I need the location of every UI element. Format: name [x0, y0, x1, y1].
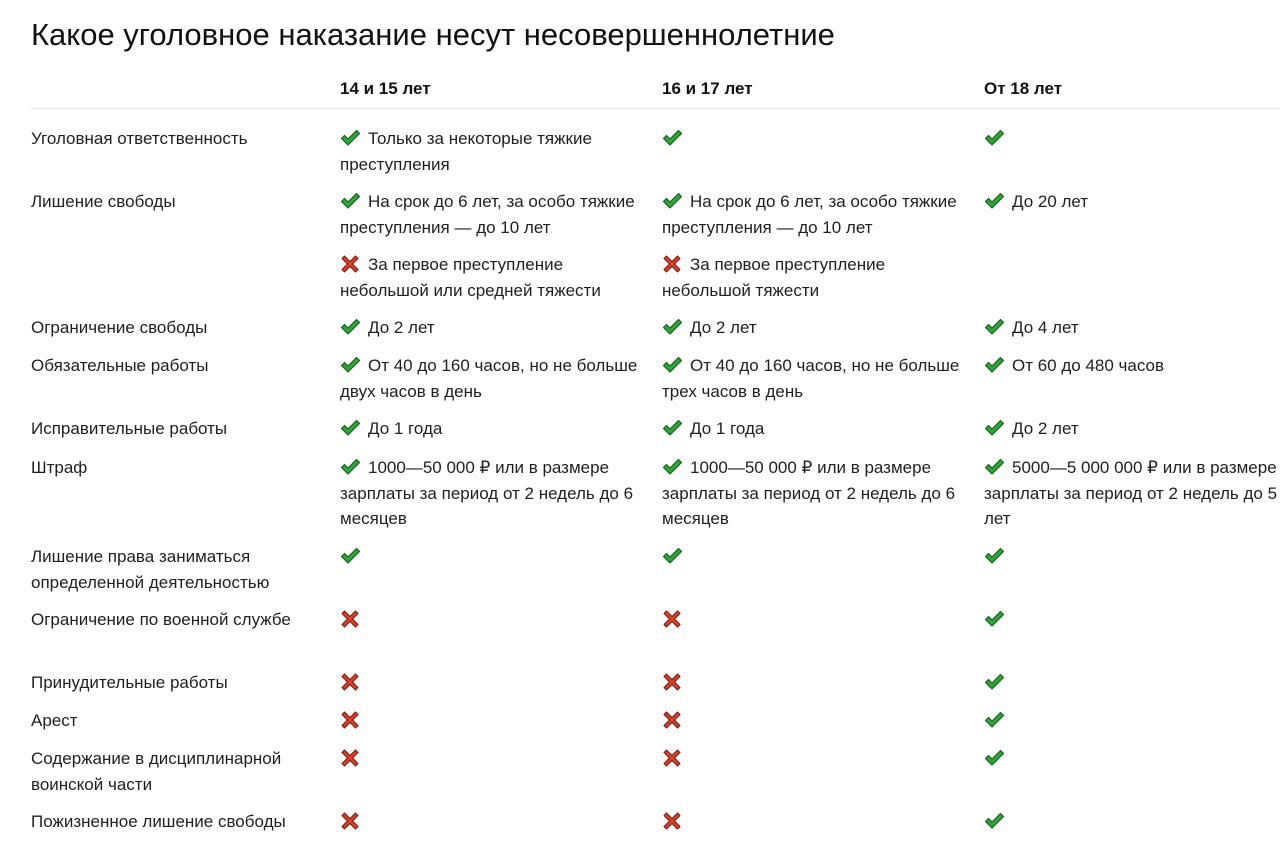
- table-cell: [340, 126, 640, 177]
- allowed-item: [662, 353, 962, 404]
- cell-text: От 40 до 160 часов, но не больше трех часов в день: [662, 356, 960, 401]
- table-cell: [340, 708, 640, 734]
- check-icon: [662, 419, 683, 437]
- table-cell: [340, 607, 640, 633]
- table-cell: [984, 353, 1280, 379]
- check-icon: [984, 547, 1005, 565]
- table-cell: [340, 544, 640, 570]
- cross-icon: [662, 255, 683, 273]
- allowed-item: [984, 416, 1280, 442]
- table-cell: [340, 416, 640, 442]
- table-cell: [340, 809, 640, 835]
- row-label: Содержание в дисциплинарной воинской части: [31, 749, 282, 794]
- cell-text: От 60 до 480 часов: [1012, 356, 1165, 375]
- allowed-item: [984, 809, 1280, 835]
- allowed-item: [984, 746, 1280, 772]
- allowed-item: [662, 455, 962, 532]
- allowed-item: [662, 544, 962, 570]
- cross-icon: [340, 255, 361, 273]
- cell-text: 1000—50 000 ₽ или в размере зарплаты за период от 2 недель до 6 месяцев: [662, 458, 956, 528]
- table-cell: [984, 544, 1280, 570]
- table-cell: [984, 455, 1280, 532]
- allowed-item: [340, 315, 640, 341]
- table-cell: [984, 315, 1280, 341]
- table-cell: [340, 315, 640, 341]
- table-cell: [984, 809, 1280, 835]
- not-allowed-item: [340, 607, 640, 633]
- cross-icon: [340, 673, 361, 691]
- check-icon: [340, 458, 361, 476]
- not-allowed-item: [662, 252, 962, 303]
- table-cell: [662, 126, 962, 152]
- table-cell: [662, 809, 962, 835]
- allowed-item: [662, 416, 962, 442]
- cross-icon: [340, 812, 361, 830]
- not-allowed-item: [340, 809, 640, 835]
- allowed-item: [340, 416, 640, 442]
- allowed-item: [340, 455, 640, 532]
- cross-icon: [662, 673, 683, 691]
- allowed-item: [662, 189, 962, 240]
- header-divider: [31, 108, 1280, 109]
- check-icon: [984, 711, 1005, 729]
- row-label: Исправительные работы: [31, 419, 228, 438]
- cell-text: От 40 до 160 часов, но не больше двух часов в день: [340, 356, 638, 401]
- cell-text: До 2 лет: [1012, 419, 1079, 438]
- row-label: Арест: [31, 711, 78, 730]
- check-icon: [984, 673, 1005, 691]
- check-icon: [984, 318, 1005, 336]
- allowed-item: [984, 126, 1280, 152]
- row-label: Лишение свободы: [31, 192, 176, 211]
- not-allowed-item: [340, 252, 640, 303]
- cell-text: На срок до 6 лет, за особо тяжкие преступления — до 10 лет: [340, 192, 635, 237]
- check-icon: [984, 419, 1005, 437]
- check-icon: [662, 129, 683, 147]
- row-label: Уголовная ответственность: [31, 129, 248, 148]
- check-icon: [340, 129, 361, 147]
- table-cell: [662, 670, 962, 696]
- cell-text: 1000—50 000 ₽ или в размере зарплаты за период от 2 недель до 6 месяцев: [340, 458, 634, 528]
- check-icon: [662, 547, 683, 565]
- table-cell: [662, 315, 962, 341]
- cross-icon: [662, 711, 683, 729]
- allowed-item: [984, 189, 1280, 215]
- table-cell: [984, 126, 1280, 152]
- cell-text: До 2 лет: [690, 318, 757, 337]
- check-icon: [662, 318, 683, 336]
- table-cell: [340, 455, 640, 532]
- table-cell: [662, 455, 962, 532]
- check-icon: [340, 318, 361, 336]
- allowed-item: [340, 544, 640, 570]
- column-header-18-plus: От 18 лет: [984, 79, 1063, 98]
- row-label: Пожизненное лишение свободы: [31, 812, 286, 831]
- not-allowed-item: [340, 708, 640, 734]
- not-allowed-item: [662, 607, 962, 633]
- not-allowed-item: [662, 746, 962, 772]
- row-label: Лишение права заниматься определенной деятельностью: [31, 547, 270, 592]
- cell-text: За первое преступление небольшой или средней тяжести: [340, 255, 601, 300]
- check-icon: [340, 547, 361, 565]
- check-icon: [984, 129, 1005, 147]
- cell-text: До 4 лет: [1012, 318, 1079, 337]
- row-label: Штраф: [31, 458, 88, 477]
- cell-text: До 1 года: [368, 419, 443, 438]
- table-cell: [984, 416, 1280, 442]
- allowed-item: [662, 126, 962, 152]
- column-header-14-15: 14 и 15 лет: [340, 79, 431, 98]
- check-icon: [662, 356, 683, 374]
- cross-icon: [340, 610, 361, 628]
- check-icon: [662, 458, 683, 476]
- table-cell: [984, 189, 1280, 215]
- allowed-item: [984, 708, 1280, 734]
- table-cell: [662, 416, 962, 442]
- check-icon: [984, 812, 1005, 830]
- row-label: Принудительные работы: [31, 673, 228, 692]
- allowed-item: [984, 607, 1280, 633]
- table-cell: [662, 544, 962, 570]
- row-label: Ограничение свободы: [31, 318, 208, 337]
- cell-text: 5000—5 000 000 ₽ или в размере зарплаты за период от 2 недель до 5 лет: [984, 458, 1278, 528]
- table-cell: [340, 353, 640, 404]
- table-cell: [984, 708, 1280, 734]
- not-allowed-item: [340, 670, 640, 696]
- cell-text: До 2 лет: [368, 318, 435, 337]
- not-allowed-item: [662, 708, 962, 734]
- table-cell: [662, 607, 962, 633]
- check-icon: [984, 356, 1005, 374]
- check-icon: [340, 419, 361, 437]
- cross-icon: [662, 610, 683, 628]
- cell-text: До 1 года: [690, 419, 765, 438]
- cross-icon: [662, 812, 683, 830]
- allowed-item: [984, 315, 1280, 341]
- check-icon: [984, 610, 1005, 628]
- not-allowed-item: [662, 670, 962, 696]
- check-icon: [340, 356, 361, 374]
- table-cell: [984, 746, 1280, 772]
- table-cell: [984, 607, 1280, 633]
- allowed-item: [984, 544, 1280, 570]
- page-title: Какое уголовное наказание несут несовершеннолетние: [31, 17, 835, 52]
- cross-icon: [340, 749, 361, 767]
- cell-text: За первое преступление небольшой тяжести: [662, 255, 886, 300]
- row-label: Ограничение по военной службе: [31, 610, 291, 629]
- allowed-item: [340, 189, 640, 240]
- check-icon: [984, 458, 1005, 476]
- table-cell: [340, 189, 640, 303]
- allowed-item: [340, 353, 640, 404]
- cross-icon: [662, 749, 683, 767]
- allowed-item: [662, 315, 962, 341]
- allowed-item: [340, 126, 640, 177]
- table-cell: [662, 189, 962, 303]
- cell-text: До 20 лет: [1012, 192, 1089, 211]
- check-icon: [662, 192, 683, 210]
- check-icon: [984, 749, 1005, 767]
- cell-text: На срок до 6 лет, за особо тяжкие преступления — до 10 лет: [662, 192, 957, 237]
- cross-icon: [340, 711, 361, 729]
- allowed-item: [984, 353, 1280, 379]
- table-cell: [662, 353, 962, 404]
- allowed-item: [984, 670, 1280, 696]
- check-icon: [340, 192, 361, 210]
- not-allowed-item: [662, 809, 962, 835]
- column-header-16-17: 16 и 17 лет: [662, 79, 753, 98]
- not-allowed-item: [340, 746, 640, 772]
- table-cell: [340, 670, 640, 696]
- cell-text: Только за некоторые тяжкие преступления: [340, 129, 592, 174]
- row-label: Обязательные работы: [31, 356, 209, 375]
- table-cell: [662, 708, 962, 734]
- allowed-item: [984, 455, 1280, 532]
- check-icon: [984, 192, 1005, 210]
- table-cell: [340, 746, 640, 772]
- table-cell: [984, 670, 1280, 696]
- table-cell: [662, 746, 962, 772]
